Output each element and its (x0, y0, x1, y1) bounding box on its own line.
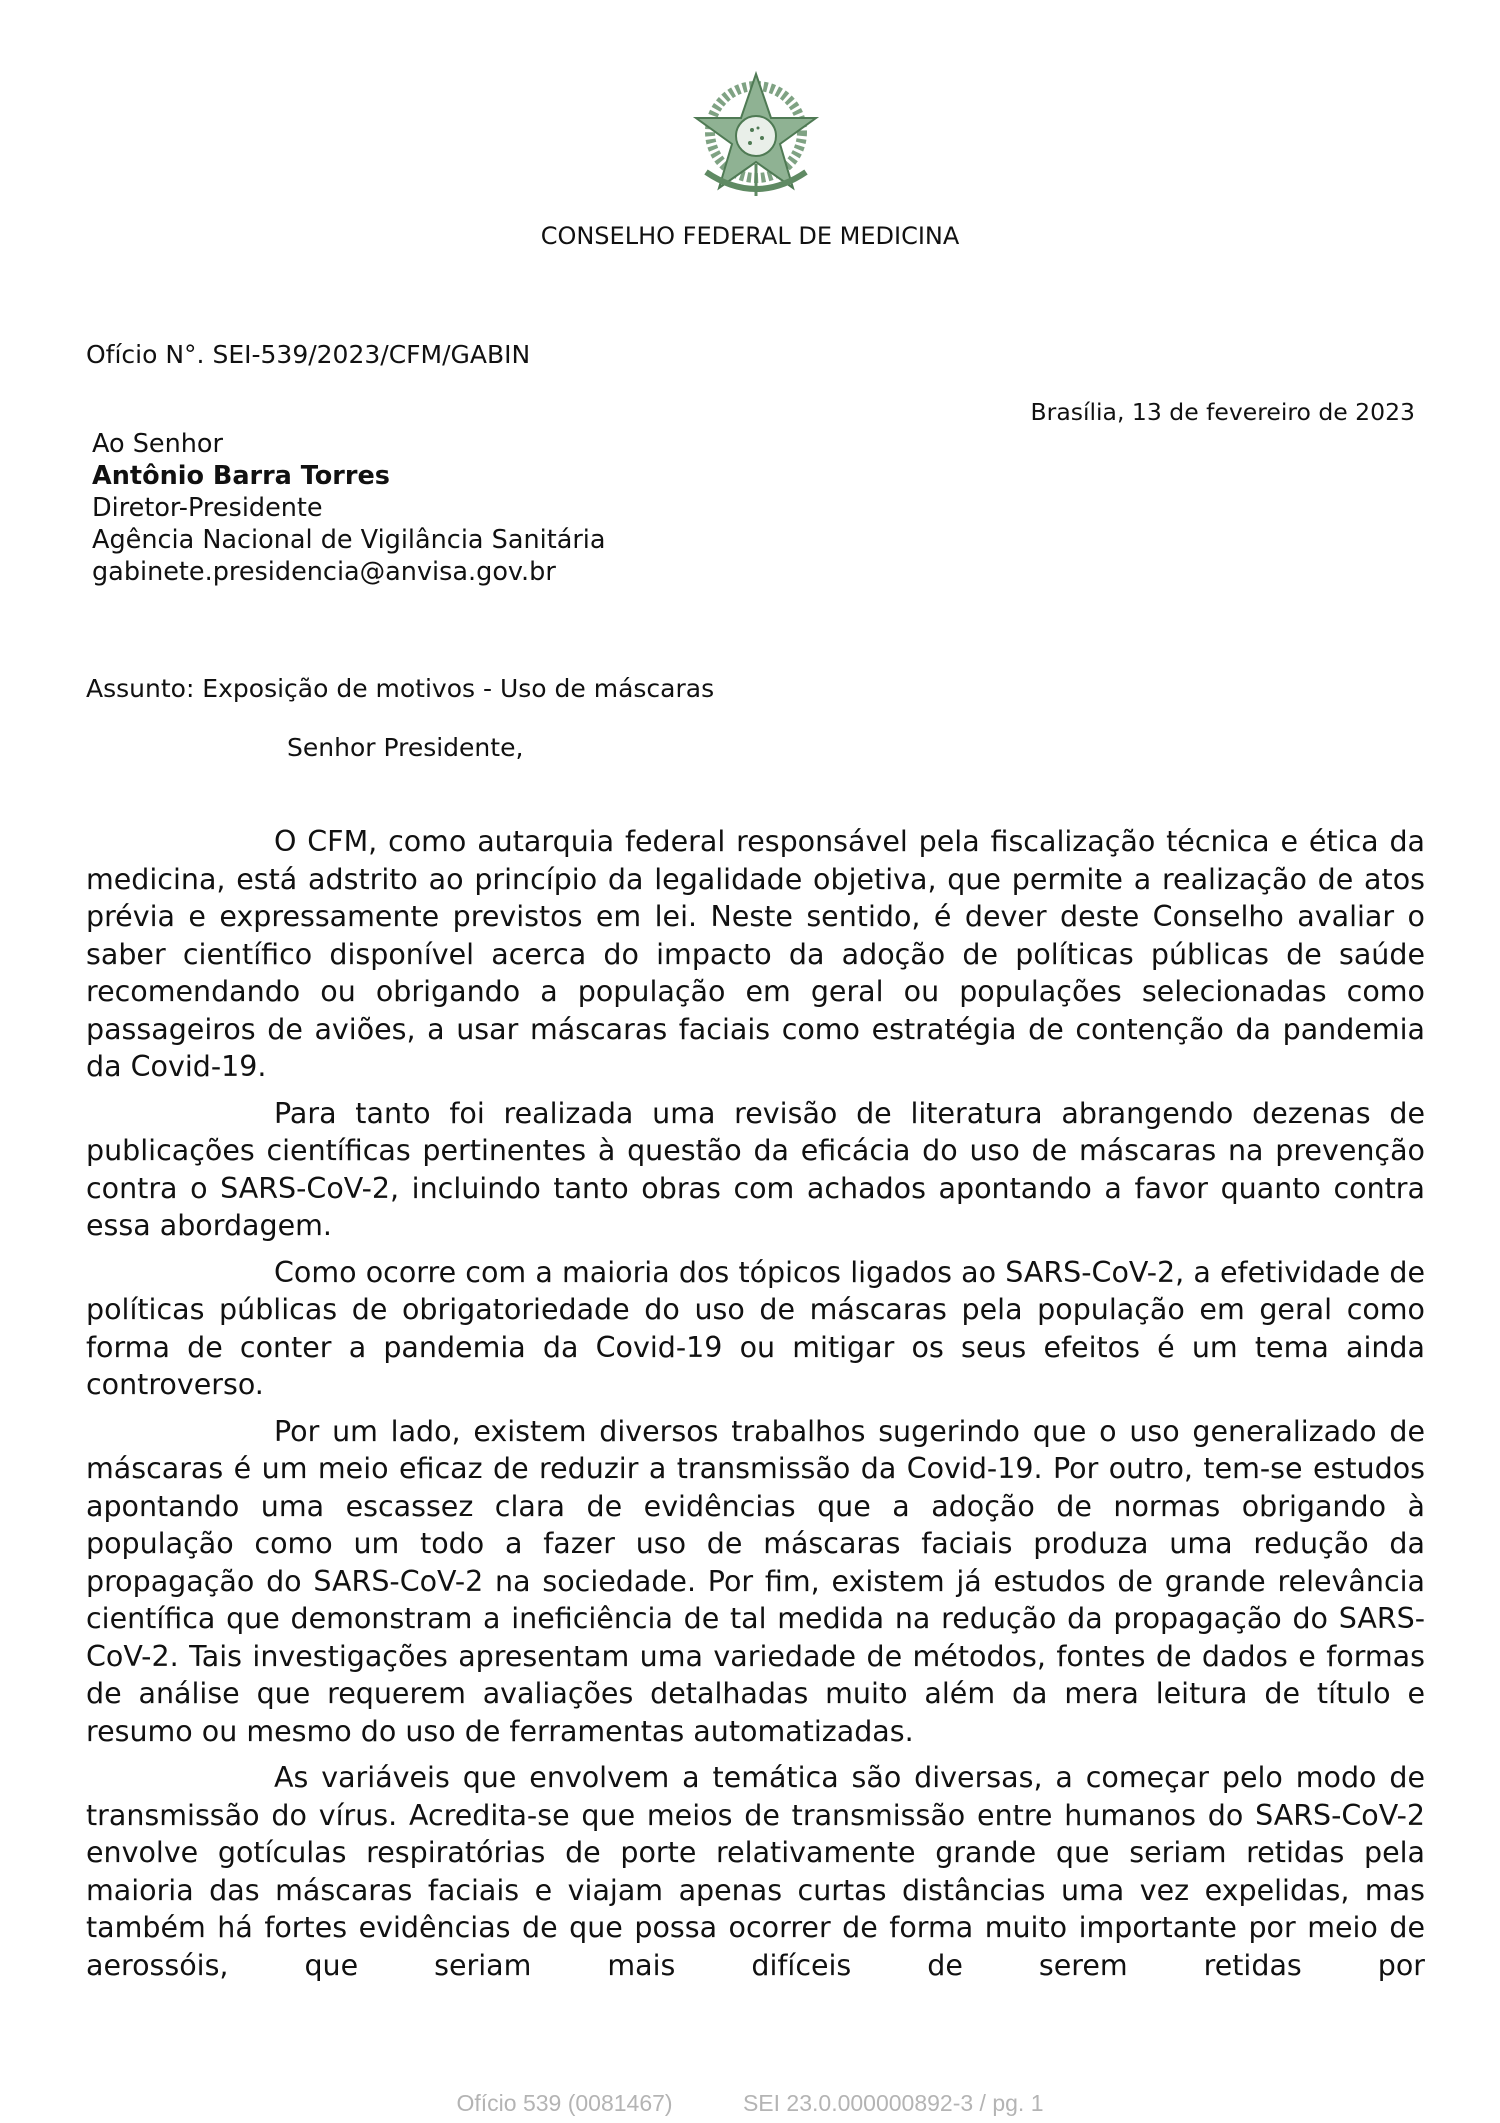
letter-body (86, 823, 1425, 1993)
recipient-email: gabinete.presidencia@anvisa.gov.br (92, 557, 556, 587)
body-paragraph: Para tanto foi realizada uma revisão de literatura abrangendo dezenas de publicações científicas pertinentes à questão da eficácia do uso de máscaras na prevenção contra o SARS-CoV-2, incluindo tanto obras com achados apontando a favor quanto contra essa abordagem. (86, 1096, 1425, 1242)
page-footer (0, 2090, 1500, 2117)
body-paragraph: Por um lado, existem diversos trabalhos sugerindo que o uso generalizado de máscaras é um meio eficaz de reduzir a transmissão da Covid-19. Por outro, tem-se estudos apontando uma escassez clara de evidências que a adoção de normas obrigando à população como um todo a fazer uso de máscaras faciais produza uma redução da propagação do SARS-CoV-2 na sociedade. Por fim, existem já estudos de grande relevância científica que demonstram a ineficiência de tal medida na redução da propagação do SARS-CoV-2. Tais investigações apresentam uma variedade de métodos, fontes de dados e formas de análise que requerem avaliações detalhadas muito além da mera leitura de título e resumo ou mesmo do uso de ferramentas automatizadas. (86, 1414, 1425, 1748)
body-paragraph: As variáveis que envolvem a temática são diversas, a começar pelo modo de transmissão do vírus. Acredita-se que meios de transmissão entre humanos do SARS-CoV-2 envolve gotículas respiratórias de porte relativamente grande que seriam retidas pela maioria das máscaras faciais e viajam apenas curtas distâncias uma vez expelidas, mas também há fortes evidências de que possa ocorrer de forma muito importante por meio de aerossóis, que seriam mais difíceis de serem retidas por (86, 1761, 1425, 1982)
body-paragraph: Como ocorre com a maioria dos tópicos ligados ao SARS-CoV-2, a efetividade de políticas públicas de obrigatoriedade do uso de máscaras pela população em geral como forma de conter a pandemia da Covid-19 ou mitigar os seus efeitos é um tema ainda controverso. (86, 1255, 1425, 1401)
recipient-agency: Agência Nacional de Vigilância Sanitária (92, 525, 606, 555)
letter-greeting: Senhor Presidente, (287, 733, 524, 762)
recipient-salutation: Ao Senhor (92, 429, 223, 459)
recipient-title: Diretor-Presidente (92, 493, 323, 523)
footer-sei-ref: SEI 23.0.000000892-3 / pg. 1 (742, 2090, 1044, 2116)
footer-doc-ref: Ofício 539 (0081467) (456, 2090, 673, 2116)
recipient-name: Antônio Barra Torres (92, 461, 390, 491)
body-paragraph: O CFM, como autarquia federal responsável pela fiscalização técnica e ética da medicina, está adstrito ao princípio da legalidade objetiva, que permite a realização de atos prévia e expressamente previstos em lei. Neste sentido, é dever deste Conselho avaliar o saber científico disponível acerca do impacto da adoção de políticas públicas de saúde recomendando ou obrigando a população em geral ou populações selecionadas como passageiros de aviões, a usar máscaras faciais como estratégia de contenção da pandemia da Covid-19. (86, 825, 1425, 1083)
letter-number: Ofício N°. SEI-539/2023/CFM/GABIN (86, 340, 531, 369)
organization-name: CONSELHO FEDERAL DE MEDICINA (540, 222, 960, 250)
letter-subject: Assunto: Exposição de motivos - Uso de máscaras (86, 674, 715, 703)
brazil-coat-of-arms-seal (692, 68, 820, 204)
letter-date: Brasília, 13 de fevereiro de 2023 (1030, 398, 1415, 426)
recipient-block (92, 428, 606, 588)
